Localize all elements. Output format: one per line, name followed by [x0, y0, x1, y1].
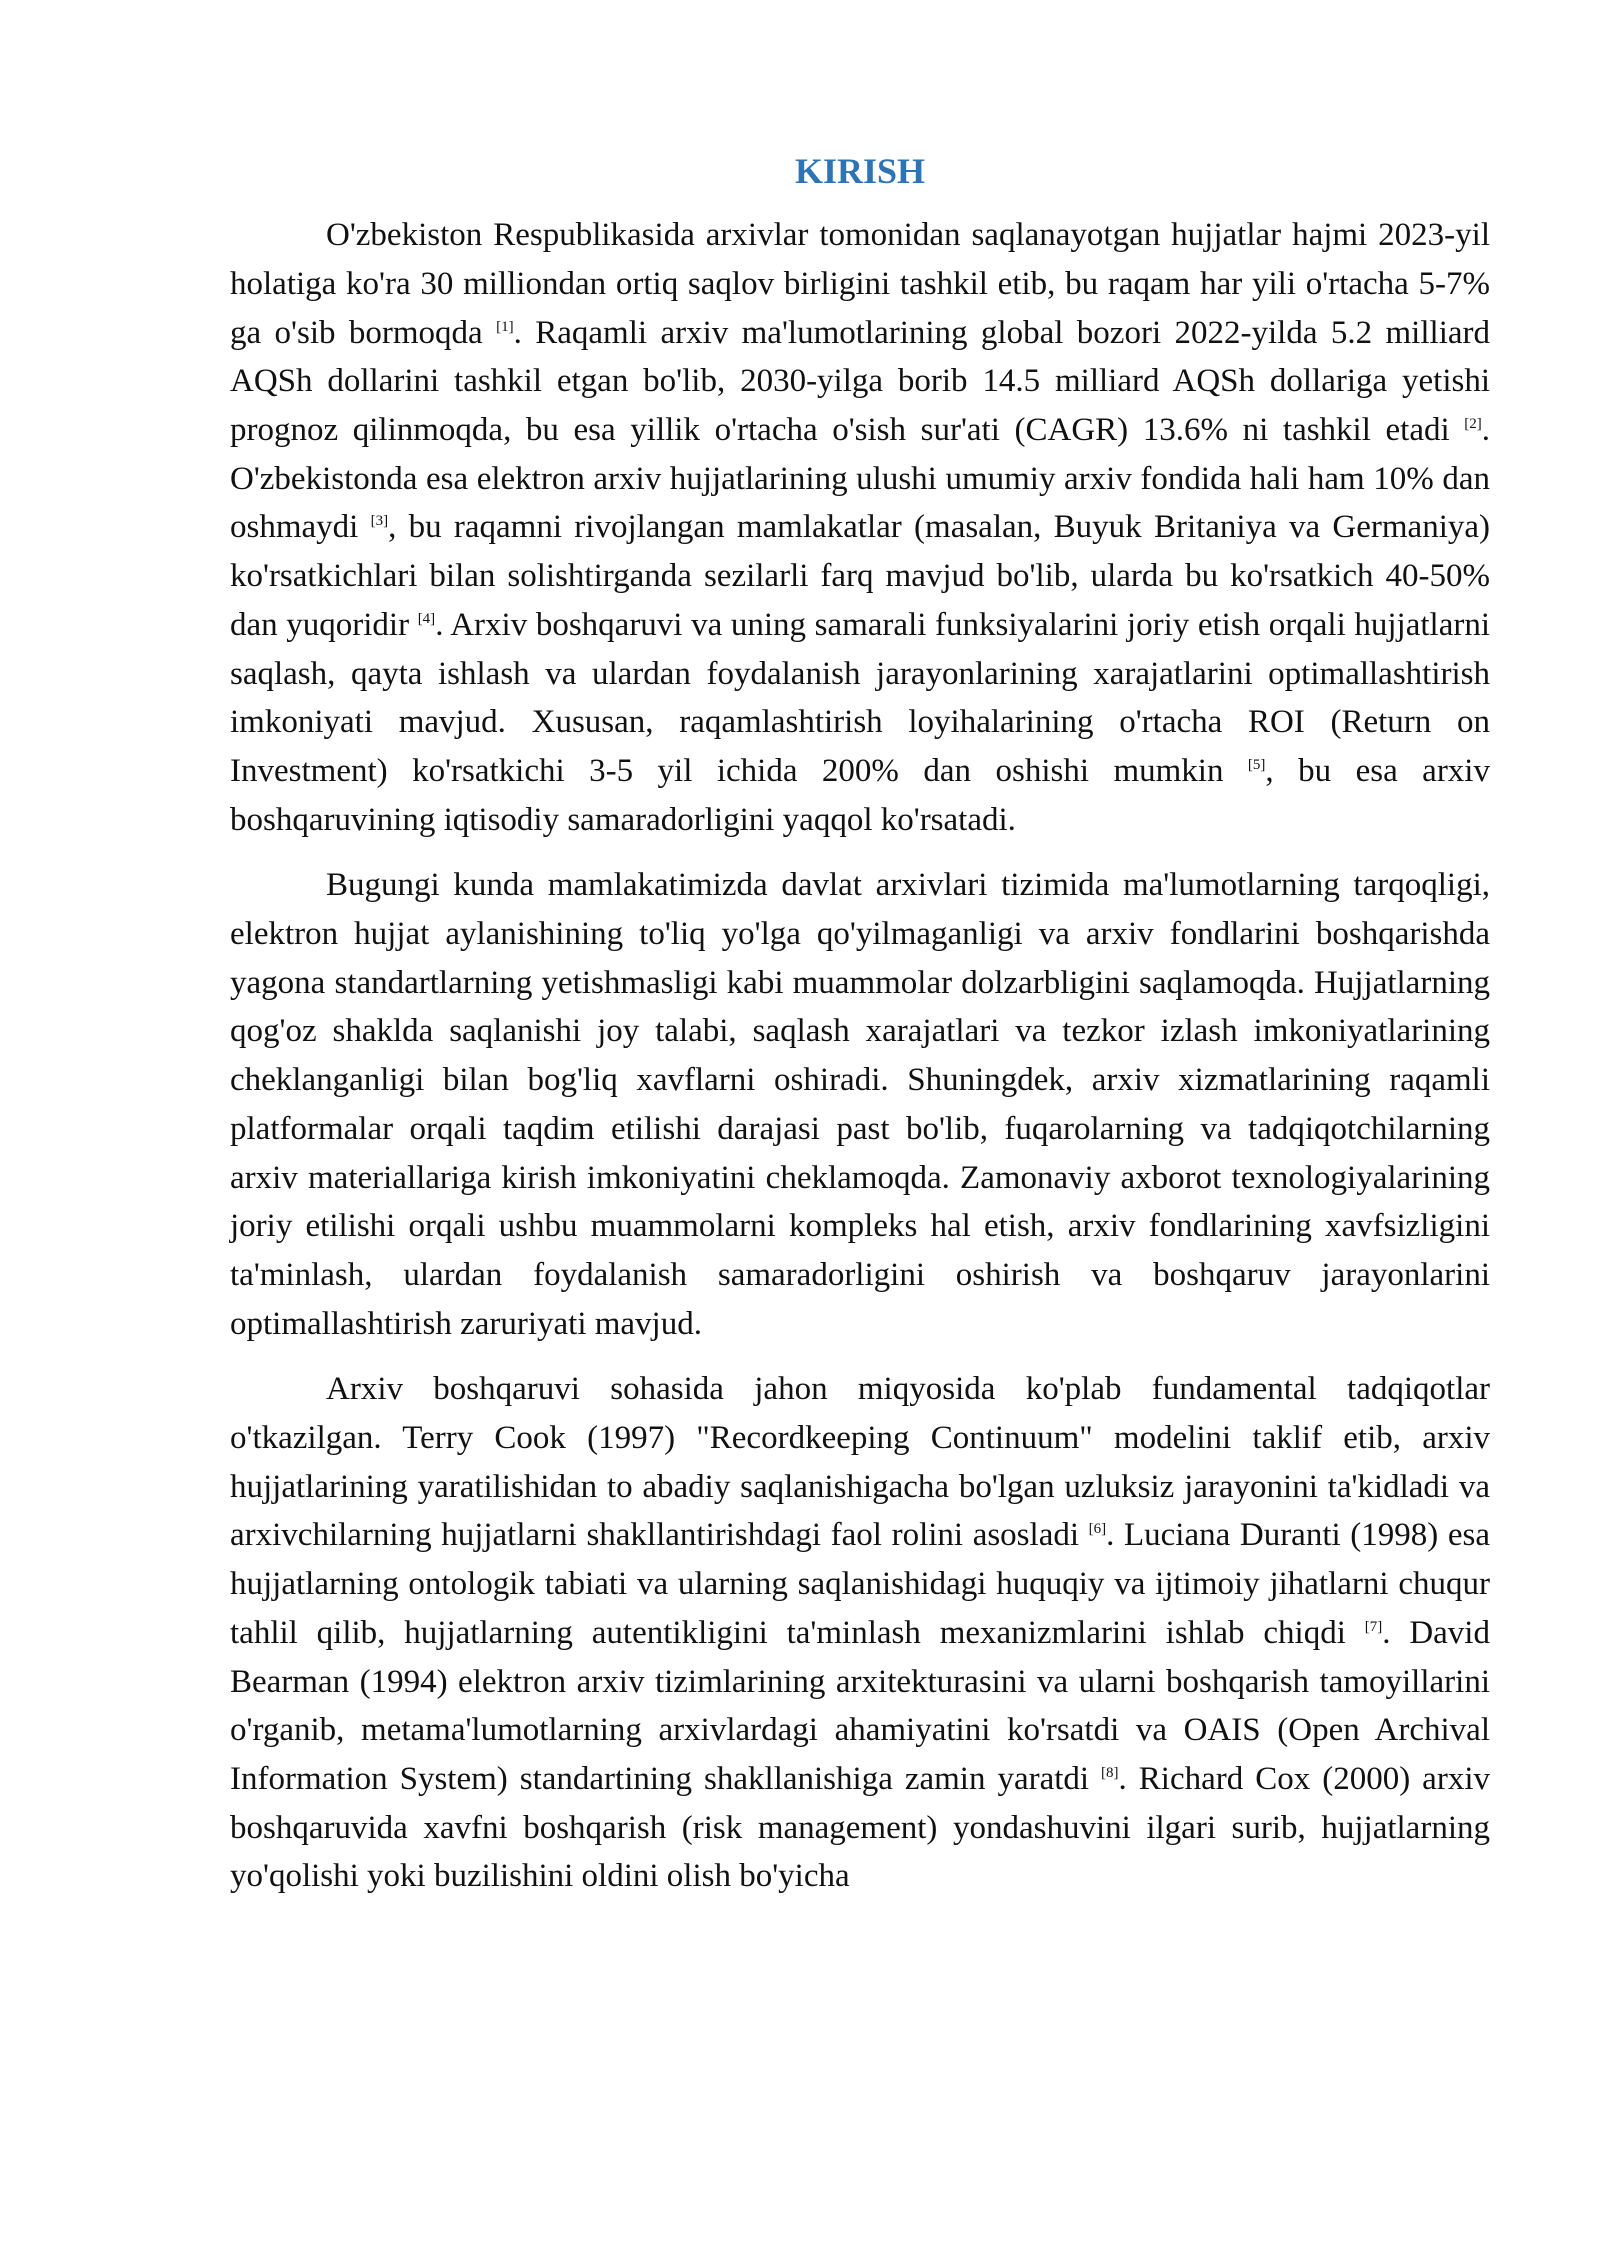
paragraph-text: , bu raqamni rivojlangan mamlakatlar (masalan, Buyuk Britaniya va Germaniya) ko'rsatkichlari bilan solishtirganda sezilarli farq mavjud bo'lib, ularda bu ko'rsatkich 40-50% dan yuqoridir — [230, 509, 1491, 643]
citation-ref: [7] — [1364, 1618, 1383, 1635]
citation-ref: [8] — [1101, 1764, 1119, 1781]
section-title: KIRISH — [794, 151, 926, 191]
paragraph-text: Arxiv boshqaruvi sohasida jahon miqyosida ko'plab fundamental tadqiqotlar o'tkazilgan. Terry Cook (1997) "Recordkeeping Continuum" modelini taklif etib, arxiv hujjatlarining yaratilishidan to abadiy saqlanishigacha bo'lgan uzluksiz jarayonini ta'kidladi va arxivchilarning hujjatlarni shakllantirishdagi faol rolini asosladi — [230, 1371, 1490, 1554]
paragraph-2 — [230, 861, 1490, 1348]
paragraph-text: O'zbekiston Respublikasida arxivlar tomonidan saqlanayotgan hujjatlar hajmi 2023-yil holatiga ko'ra 30 milliondan ortiq saqlov birligini tashkil etib, bu raqam har yili o'rtacha 5-7% ga o'sib bormoqda — [230, 217, 1490, 351]
citation-ref: [4] — [417, 610, 436, 627]
paragraph-text: Bugungi kunda mamlakatimizda davlat arxivlari tizimida ma'lumotlarning tarqoqligi, elektron hujjat aylanishining to'liq yo'lga qo'yilmaganligi va arxiv fondlarini boshqarishda yagona standartlarning yetishmasligi kabi muammolar dolzarbligini saqlamoqda. Hujjatlarning qog'oz shaklda saqlanishi joy talabi, saqlash xarajatlari va tezkor izlash imkoniyatlarining cheklanganligi bilan bog'liq xavflarni oshiradi. Shuningdek, arxiv xizmatlarining raqamli platformalar orqali taqdim etilishi darajasi past bo'lib, fuqarolarning va tadqiqotchilarning arxiv materiallariga kirish imkoniyatini cheklamoqda. Zamonaviy axborot texnologiyalarining joriy etilishi orqali ushbu muammolarni kompleks hal etish, arxiv fondlarining xavfsizligini ta'minlash, ulardan foydalanish samaradorligini oshirish va boshqaruv jarayonlarini optimallashtirish zaruriyati mavjud. — [230, 867, 1490, 1342]
citation-ref: [3] — [370, 513, 389, 530]
citation-ref: [2] — [1464, 416, 1482, 432]
paragraph-text: , bu esa arxiv boshqaruvining iqtisodiy samaradorligini yaqqol ko'rsatadi. — [230, 752, 1490, 838]
citation-ref: [5] — [1247, 756, 1266, 773]
paragraph-text: . Richard Cox (2000) arxiv boshqaruvida xavfni boshqarish (risk management) yondashuvini ilgari surib, hujjatlarning yo'qolishi yoki buzilishini oldini olish bo'yicha — [230, 1760, 1490, 1895]
paragraph-3 — [230, 1365, 1490, 1901]
paragraph-text: . Luciana Duranti (1998) esa hujjatlarning ontologik tabiati va ularning saqlanishidagi huquqiy va ijtimoiy jihatlarni chuqur tahlil qilib, hujjatlarning autentikligini ta'minlash mexanizmlarini ishlab chiqdi — [230, 1517, 1490, 1651]
citation-ref: [1] — [496, 318, 514, 335]
citation-ref: [6] — [1088, 1521, 1107, 1538]
paragraph-1 — [230, 211, 1490, 844]
document-page — [230, 150, 1490, 1918]
paragraph-text: . Arxiv boshqaruvi va uning samarali funksiyalarini joriy etish orqali hujjatlarni saqlash, qayta ishlash va ulardan foydalanish jarayonlarining xarajatlarini optimallashtirish imkoniyati mavjud. Xususan, raqamlashtirish loyihalarining o'rtacha ROI (Return on Investment) ko'rsatkichi 3-5 yil ichida 200% dan oshishi mumkin — [230, 606, 1490, 789]
paragraph-text: . Raqamli arxiv ma'lumotlarining global bozori 2022-yilda 5.2 milliard AQSh dollarini tashkil etgan bo'lib, 2030-yilga borib 14.5 milliard AQSh dollariga yetishi prognoz qilinmoqda, bu esa yillik o'rtacha o'sish sur'ati (CAGR) 13.6% ni tashkil etadi — [230, 314, 1490, 448]
paragraph-text: . O'zbekistonda esa elektron arxiv hujjatlarining ulushi umumiy arxiv fondida hali ham 10% dan oshmaydi — [230, 412, 1490, 546]
paragraph-text: . David Bearman (1994) elektron arxiv tizimlarining arxitekturasini va ularni boshqarish tamoyillarini o'rganib, metama'lumotlarning arxivlardagi ahamiyatini ko'rsatdi va OAIS (Open Archival Information System) standartining shakllanishiga zamin yaratdi — [230, 1614, 1490, 1797]
